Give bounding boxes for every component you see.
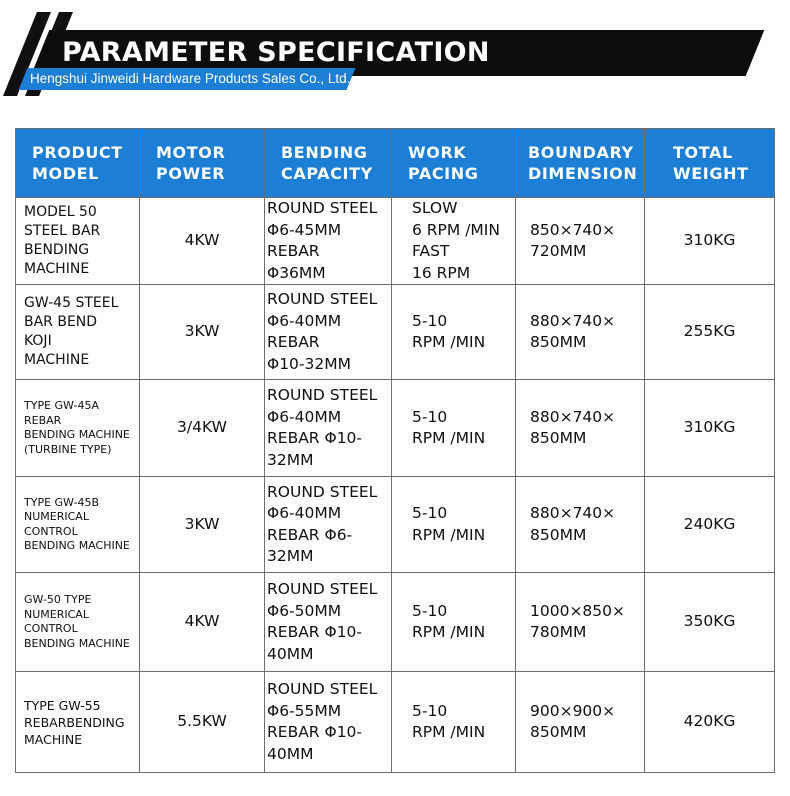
cell-pacing: 5-10 RPM /MIN <box>392 672 516 773</box>
model-text: TYPE GW-55 REBARBENDING MACHINE <box>24 697 125 747</box>
table-header-row <box>16 129 775 198</box>
cell-power: 3KW <box>140 285 265 380</box>
cell-dimension: 900×900× 850MM <box>516 672 645 773</box>
cell-model <box>16 477 140 573</box>
cell-model <box>16 285 140 380</box>
table-row <box>16 477 775 573</box>
cell-pacing: 5-10 RPM /MIN <box>392 285 516 380</box>
cell-pacing: SLOW 6 RPM /MIN FAST 16 RPM <box>392 198 516 285</box>
cell-capacity: ROUND STEEL Φ6-40MM REBAR Φ10- 32MM <box>265 380 392 477</box>
cell-model <box>16 672 140 773</box>
cell-weight: 350KG <box>645 573 775 672</box>
table-row <box>16 380 775 477</box>
cell-weight: 240KG <box>645 477 775 573</box>
header-product-model: PRODUCT MODEL <box>16 129 140 198</box>
header-total-weight: TOTAL WEIGHT <box>645 129 775 198</box>
cell-capacity: ROUND STEEL Φ6-45MM REBAR Φ36MM <box>265 198 392 285</box>
spec-table <box>15 128 775 773</box>
cell-dimension: 1000×850× 780MM <box>516 573 645 672</box>
header-motor-power: MOTOR POWER <box>140 129 265 198</box>
model-text: GW-45 STEEL BAR BEND KOJI MACHINE <box>24 295 119 368</box>
cell-model <box>16 198 140 285</box>
cell-dimension: 880×740× 850MM <box>516 477 645 573</box>
cell-weight: 420KG <box>645 672 775 773</box>
cell-pacing: 5-10 RPM /MIN <box>392 573 516 672</box>
table-row <box>16 672 775 773</box>
cell-weight: 310KG <box>645 380 775 477</box>
model-text: GW-50 TYPE NUMERICAL CONTROL BENDING MACHINE <box>24 593 130 650</box>
cell-weight: 310KG <box>645 198 775 285</box>
cell-power: 3/4KW <box>140 380 265 477</box>
header-boundary-dimension: BOUNDARY DIMENSION <box>516 129 645 198</box>
cell-pacing: 5-10 RPM /MIN <box>392 380 516 477</box>
model-text: TYPE GW-45B NUMERICAL CONTROL BENDING MACHINE <box>24 495 130 552</box>
page-title: PARAMETER SPECIFICATION <box>62 37 490 68</box>
cell-power: 4KW <box>140 573 265 672</box>
cell-model <box>16 573 140 672</box>
model-text: TYPE GW-45A REBAR BENDING MACHINE (TURBINE TYPE) <box>24 399 130 456</box>
cell-power: 4KW <box>140 198 265 285</box>
cell-power: 3KW <box>140 477 265 573</box>
cell-capacity: ROUND STEEL Φ6-50MM REBAR Φ10- 40MM <box>265 573 392 672</box>
cell-model <box>16 380 140 477</box>
cell-capacity: ROUND STEEL Φ6-55MM REBAR Φ10- 40MM <box>265 672 392 773</box>
cell-capacity: ROUND STEEL Φ6-40MM REBAR Φ10-32MM <box>265 285 392 380</box>
cell-dimension: 850×740× 720MM <box>516 198 645 285</box>
table-row <box>16 573 775 672</box>
cell-capacity: ROUND STEEL Φ6-40MM REBAR Φ6- 32MM <box>265 477 392 573</box>
model-text: MODEL 50 STEEL BAR BENDING MACHINE <box>24 204 101 277</box>
table-row <box>16 198 775 285</box>
header-bending-capacity: BENDING CAPACITY <box>265 129 392 198</box>
cell-dimension: 880×740× 850MM <box>516 380 645 477</box>
table-row <box>16 285 775 380</box>
cell-pacing: 5-10 RPM /MIN <box>392 477 516 573</box>
cell-power: 5.5KW <box>140 672 265 773</box>
cell-dimension: 880×740× 850MM <box>516 285 645 380</box>
header-work-pacing: WORK PACING <box>392 129 516 198</box>
cell-weight: 255KG <box>645 285 775 380</box>
company-name: Hengshui Jinweidi Hardware Products Sales Co., Ltd. <box>30 71 351 86</box>
